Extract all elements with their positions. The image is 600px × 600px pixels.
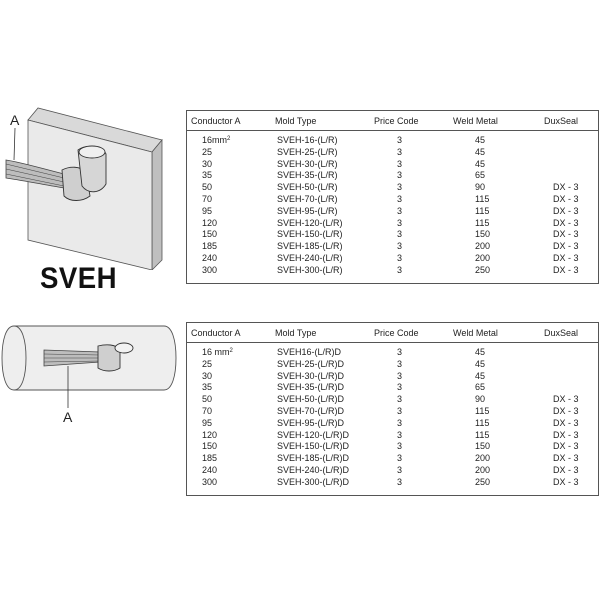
header-weld-metal: Weld Metal xyxy=(453,116,498,126)
cell-weld-metal: 115 xyxy=(475,205,490,216)
cell-conductor: 35 xyxy=(202,170,213,181)
unit-superscript: 2 xyxy=(227,136,231,142)
cell-duxseal: DX - 3 xyxy=(553,252,579,263)
cell-mold-type: SVEH-300-(L/R)D xyxy=(277,476,350,487)
header-price-code: Price Code xyxy=(374,116,419,126)
cell-mold-type: SVEH-50-(L/R)D xyxy=(277,394,345,405)
cell-duxseal: DX - 3 xyxy=(553,441,579,452)
cell-duxseal: DX - 3 xyxy=(553,405,579,416)
cell-conductor: 185 xyxy=(202,453,218,464)
table-row xyxy=(187,441,598,453)
cell-price-code: 3 xyxy=(397,394,403,405)
table-row xyxy=(187,394,598,406)
cell-conductor: 120 xyxy=(202,217,218,228)
table-row xyxy=(187,229,598,241)
cell-conductor: 95 xyxy=(202,417,213,428)
cell-duxseal: DX - 3 xyxy=(553,417,579,428)
cell-conductor: 25 xyxy=(202,358,213,369)
cell-price-code: 3 xyxy=(397,417,403,428)
cell-price-code: 3 xyxy=(397,464,403,475)
cell-price-code: 3 xyxy=(397,347,403,357)
cell-duxseal: DX - 3 xyxy=(553,229,579,240)
cell-conductor: 240 xyxy=(202,252,218,263)
table-row xyxy=(187,194,598,206)
cell-price-code: 3 xyxy=(397,370,403,381)
cell-duxseal: DX - 3 xyxy=(553,217,579,228)
cell-mold-type: SVEH-150-(L/R) xyxy=(277,229,343,240)
table-row xyxy=(187,265,598,277)
cell-mold-type: SVEH-95-(L/R) xyxy=(277,205,338,216)
cell-conductor-wrap xyxy=(202,135,230,147)
cell-mold-type: SVEH-30-(L/R) xyxy=(277,158,338,169)
cell-weld-metal: 250 xyxy=(475,476,491,487)
cell-price-code: 3 xyxy=(397,252,403,263)
cell-mold-type: SVEH-35-(L/R)D xyxy=(277,382,345,393)
cell-weld-metal: 45 xyxy=(475,347,486,357)
cell-duxseal: DX - 3 xyxy=(553,193,579,204)
cell-mold-type: SVEH-70-(L/R) xyxy=(277,193,338,204)
unit-superscript: 2 xyxy=(229,348,233,354)
cell-mold-type: SVEH-240-(L/R) xyxy=(277,252,343,263)
cell-duxseal: DX - 3 xyxy=(553,182,579,193)
table-header xyxy=(187,328,598,343)
cell-conductor: 30 xyxy=(202,370,213,381)
cell-price-code: 3 xyxy=(397,205,403,216)
header-conductor: Conductor A xyxy=(191,328,241,338)
cell-price-code: 3 xyxy=(397,429,403,440)
header-conductor: Conductor A xyxy=(191,116,241,126)
cell-price-code: 3 xyxy=(397,158,403,169)
cell-mold-type: SVEH-120-(L/R)D xyxy=(277,429,350,440)
cell-price-code: 3 xyxy=(397,193,403,204)
cell-conductor: 185 xyxy=(202,241,218,252)
cell-duxseal: DX - 3 xyxy=(553,205,579,216)
cell-conductor: 50 xyxy=(202,182,213,193)
table-row xyxy=(187,465,598,477)
cell-duxseal: DX - 3 xyxy=(553,394,579,405)
cell-duxseal: DX - 3 xyxy=(553,429,579,440)
cell-weld-metal: 65 xyxy=(475,170,486,181)
table-row xyxy=(187,382,598,394)
cell-weld-metal: 115 xyxy=(475,193,490,204)
cell-price-code: 3 xyxy=(397,405,403,416)
cell-weld-metal: 200 xyxy=(475,464,491,475)
cell-conductor-wrap xyxy=(202,347,233,359)
plate-connection-illustration xyxy=(0,100,180,270)
cell-weld-metal: 45 xyxy=(475,370,486,381)
cell-duxseal: DX - 3 xyxy=(553,453,579,464)
cell-price-code: 3 xyxy=(397,135,403,145)
cell-mold-type: SVEH-50-(L/R) xyxy=(277,182,338,193)
table-row xyxy=(187,135,598,147)
table-header xyxy=(187,116,598,131)
cell-price-code: 3 xyxy=(397,441,403,452)
cell-mold-type: SVEH-240-(L/R)D xyxy=(277,464,350,475)
header-mold-type: Mold Type xyxy=(275,116,317,126)
header-duxseal: DuxSeal xyxy=(544,328,579,338)
cell-mold-type: SVEH-95-(L/R)D xyxy=(277,417,345,428)
cell-price-code: 3 xyxy=(397,182,403,193)
cell-price-code: 3 xyxy=(397,264,403,275)
table-row xyxy=(187,218,598,230)
cell-mold-type: SVEH-185-(L/R)D xyxy=(277,453,350,464)
cell-conductor: 150 xyxy=(202,229,218,240)
cell-weld-metal: 115 xyxy=(475,405,490,416)
cell-mold-type: SVEH-16-(L/R) xyxy=(277,135,338,145)
spec-table-2 xyxy=(186,322,599,496)
cell-mold-type: SVEH-30-(L/R)D xyxy=(277,370,345,381)
cell-conductor: 150 xyxy=(202,441,218,452)
figure2-label-a: A xyxy=(63,409,73,425)
cell-weld-metal: 200 xyxy=(475,241,491,252)
cell-weld-metal: 150 xyxy=(475,229,491,240)
cell-price-code: 3 xyxy=(397,476,403,487)
cell-mold-type: SVEH-70-(L/R)D xyxy=(277,405,345,416)
table-row xyxy=(187,347,598,359)
cell-conductor: 240 xyxy=(202,464,218,475)
cell-price-code: 3 xyxy=(397,358,403,369)
figure1-label-a: A xyxy=(10,112,20,128)
cell-weld-metal: 45 xyxy=(475,146,486,157)
cell-duxseal: DX - 3 xyxy=(553,241,579,252)
header-price-code: Price Code xyxy=(374,328,419,338)
table-row xyxy=(187,206,598,218)
cell-mold-type: SVEH-185-(L/R) xyxy=(277,241,343,252)
cell-conductor: 25 xyxy=(202,146,213,157)
table-row xyxy=(187,253,598,265)
cell-conductor: 50 xyxy=(202,394,213,405)
cell-conductor: 70 xyxy=(202,193,213,204)
cell-price-code: 3 xyxy=(397,217,403,228)
cell-conductor: 120 xyxy=(202,429,218,440)
cell-weld-metal: 65 xyxy=(475,382,486,393)
cell-price-code: 3 xyxy=(397,453,403,464)
cell-weld-metal: 45 xyxy=(475,358,486,369)
table-row xyxy=(187,453,598,465)
cell-duxseal: DX - 3 xyxy=(553,476,579,487)
cell-mold-type: SVEH-150-(L/R)D xyxy=(277,441,350,452)
table-row xyxy=(187,359,598,371)
cell-weld-metal: 115 xyxy=(475,429,490,440)
cell-price-code: 3 xyxy=(397,170,403,181)
table-row xyxy=(187,406,598,418)
cell-conductor: 30 xyxy=(202,158,213,169)
table-row xyxy=(187,371,598,383)
table-row xyxy=(187,182,598,194)
table-row xyxy=(187,477,598,489)
table-row xyxy=(187,430,598,442)
cell-duxseal: DX - 3 xyxy=(553,464,579,475)
cell-conductor: 300 xyxy=(202,476,218,487)
cell-weld-metal: 250 xyxy=(475,264,491,275)
table-row xyxy=(187,241,598,253)
cell-price-code: 3 xyxy=(397,241,403,252)
table-row xyxy=(187,147,598,159)
cell-price-code: 3 xyxy=(397,382,403,393)
cell-conductor: 16mm xyxy=(202,135,228,145)
cell-conductor: 95 xyxy=(202,205,213,216)
cell-mold-type: SVEH-300-(L/R) xyxy=(277,264,343,275)
cell-weld-metal: 200 xyxy=(475,453,491,464)
cell-mold-type: SVEH-25-(L/R)D xyxy=(277,358,345,369)
product-title: SVEH xyxy=(40,262,118,295)
cell-conductor: 35 xyxy=(202,382,213,393)
cell-weld-metal: 150 xyxy=(475,441,491,452)
header-weld-metal: Weld Metal xyxy=(453,328,498,338)
cell-weld-metal: 115 xyxy=(475,417,490,428)
table-row xyxy=(187,159,598,171)
cell-mold-type: SVEH-25-(L/R) xyxy=(277,146,338,157)
cell-mold-type: SVEH-35-(L/R) xyxy=(277,170,338,181)
cell-price-code: 3 xyxy=(397,229,403,240)
header-mold-type: Mold Type xyxy=(275,328,317,338)
cell-weld-metal: 90 xyxy=(475,394,486,405)
table-row xyxy=(187,170,598,182)
spec-table-1 xyxy=(186,110,599,284)
cell-mold-type: SVEH-120-(L/R) xyxy=(277,217,343,228)
cell-weld-metal: 200 xyxy=(475,252,491,263)
cell-conductor: 16 mm xyxy=(202,347,230,357)
cell-mold-type: SVEH16-(L/R)D xyxy=(277,347,342,357)
header-duxseal: DuxSeal xyxy=(544,116,579,126)
cell-weld-metal: 45 xyxy=(475,135,486,145)
cell-conductor: 300 xyxy=(202,264,218,275)
cell-weld-metal: 115 xyxy=(475,217,490,228)
cell-duxseal: DX - 3 xyxy=(553,264,579,275)
cell-weld-metal: 90 xyxy=(475,182,486,193)
cell-conductor: 70 xyxy=(202,405,213,416)
cell-price-code: 3 xyxy=(397,146,403,157)
cell-weld-metal: 45 xyxy=(475,158,486,169)
pipe-connection-illustration xyxy=(0,318,180,408)
table-row xyxy=(187,418,598,430)
